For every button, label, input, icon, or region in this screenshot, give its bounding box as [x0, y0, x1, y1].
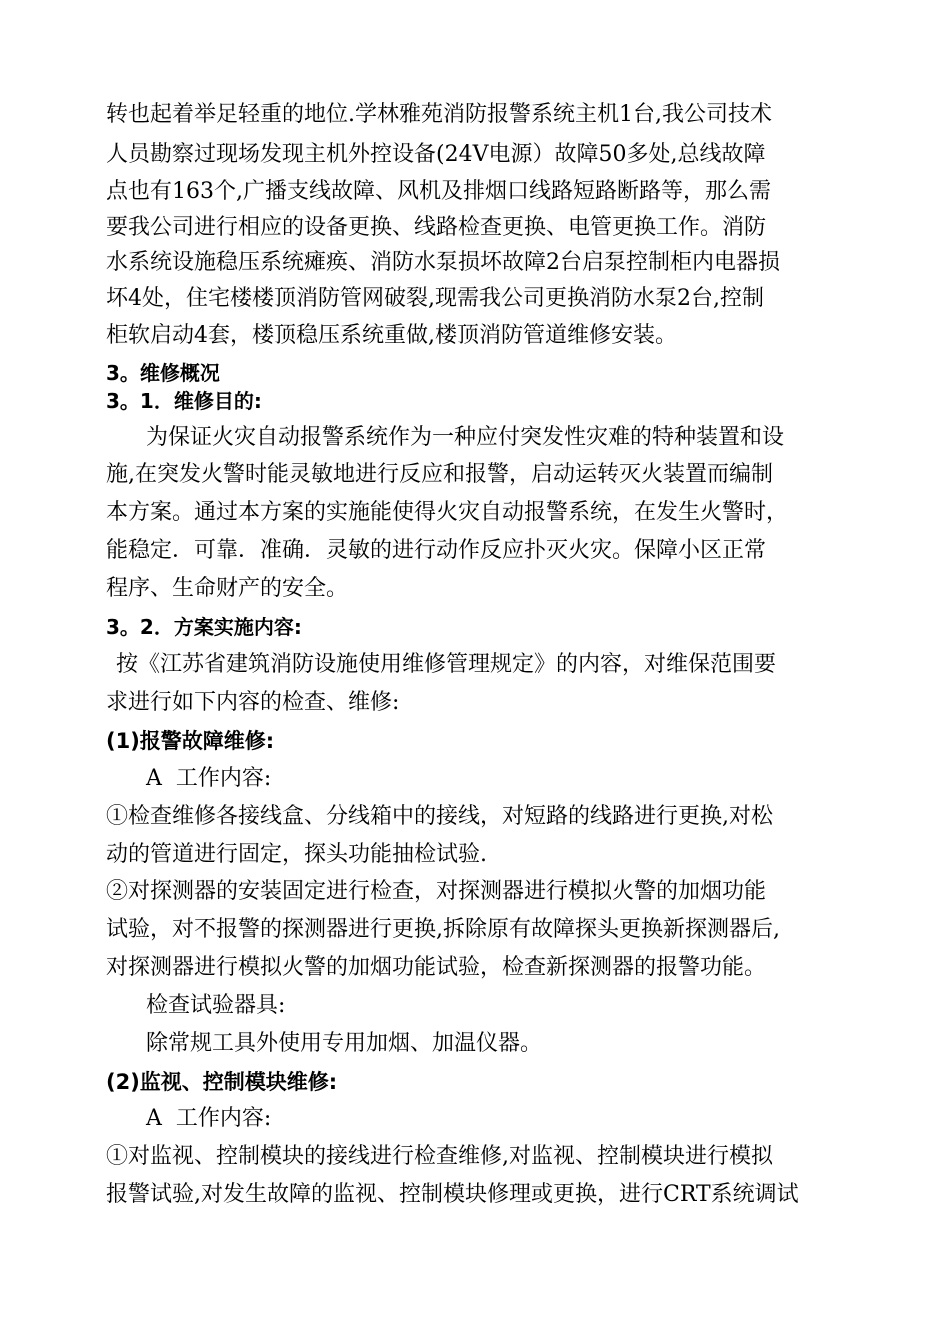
tools-text: 除常规工具外使用专用加烟、加温仪器。: [146, 1031, 543, 1056]
purpose-line: 本方案。通过本方案的实施能使得火灾自动报警系统，在发生火警时，: [106, 500, 789, 525]
intro-line: 要我公司进行相应的设备更换、线路检查更换、电管更换工作。消防: [106, 215, 767, 240]
purpose-line: 程序、生命财产的安全。: [106, 576, 349, 601]
intro-line: 坏4处，住宅楼楼顶消防管网破裂,现需我公司更换消防水泵2台,控制: [106, 286, 764, 311]
work-item-line: 报警试验,对发生故障的监视、控制模块修理或更换，进行CRT系统调试: [106, 1182, 799, 1207]
item-heading: (2)监视、控制模块维修:: [106, 1070, 338, 1094]
work-content-label: A 工作内容:: [146, 1106, 272, 1131]
work-content-label: A 工作内容:: [146, 766, 272, 791]
intro-line: 水系统设施稳压系统瘫痪、消防水泵损坏故障2台启泵控制柜内电器损: [106, 250, 780, 275]
subsection-heading: 3。2．方案实施内容:: [106, 615, 302, 639]
intro-line: 转也起着举足轻重的地位.学林雅苑消防报警系统主机1台,我公司技术: [106, 102, 772, 127]
tools-label: 检查试验器具:: [146, 993, 286, 1018]
intro-line: 点也有163个,广播支线故障、风机及排烟口线路短路断路等，那么需: [106, 179, 771, 204]
purpose-line: 能稳定．可靠．准确．灵敏的进行动作反应扑灭火灾。保障小区正常: [106, 538, 767, 563]
work-item-line: ①检查维修各接线盒、分线箱中的接线，对短路的线路进行更换,对松: [106, 804, 773, 829]
work-item-line: 动的管道进行固定，探头功能抽检试验.: [106, 842, 487, 867]
work-item-line: 对探测器进行模拟火警的加烟功能试验，检查新探测器的报警功能。: [106, 955, 767, 980]
purpose-line: 施,在突发火警时能灵敏地进行反应和报警，启动运转灭火装置而编制: [106, 462, 773, 487]
intro-line: 柜软启动4套，楼顶稳压系统重做,楼顶消防管道维修安装。: [106, 323, 677, 348]
work-item-line: ①对监视、控制模块的接线进行检查维修,对监视、控制模块进行模拟: [106, 1144, 773, 1169]
content-line: 按《江苏省建筑消防设施使用维修管理规定》的内容，对维保范围要: [116, 652, 777, 677]
item-heading: (1)报警故障维修:: [106, 729, 275, 753]
work-item-line: ②对探测器的安装固定进行检查，对探测器进行模拟火警的加烟功能: [106, 879, 767, 904]
section-heading: 3。维修概况: [106, 361, 220, 385]
content-line: 求进行如下内容的检查、维修:: [106, 690, 400, 715]
purpose-line: 为保证火灾自动报警系统作为一种应付突发性灾难的特种装置和设: [146, 425, 785, 450]
work-item-line: 试验，对不报警的探测器进行更换,拆除原有故障探头更换新探测器后,: [106, 917, 780, 942]
subsection-heading: 3。1．维修目的:: [106, 389, 262, 413]
intro-line: 人员勘察过现场发现主机外控设备(24V电源）故障50多处,总线故障: [106, 142, 766, 167]
